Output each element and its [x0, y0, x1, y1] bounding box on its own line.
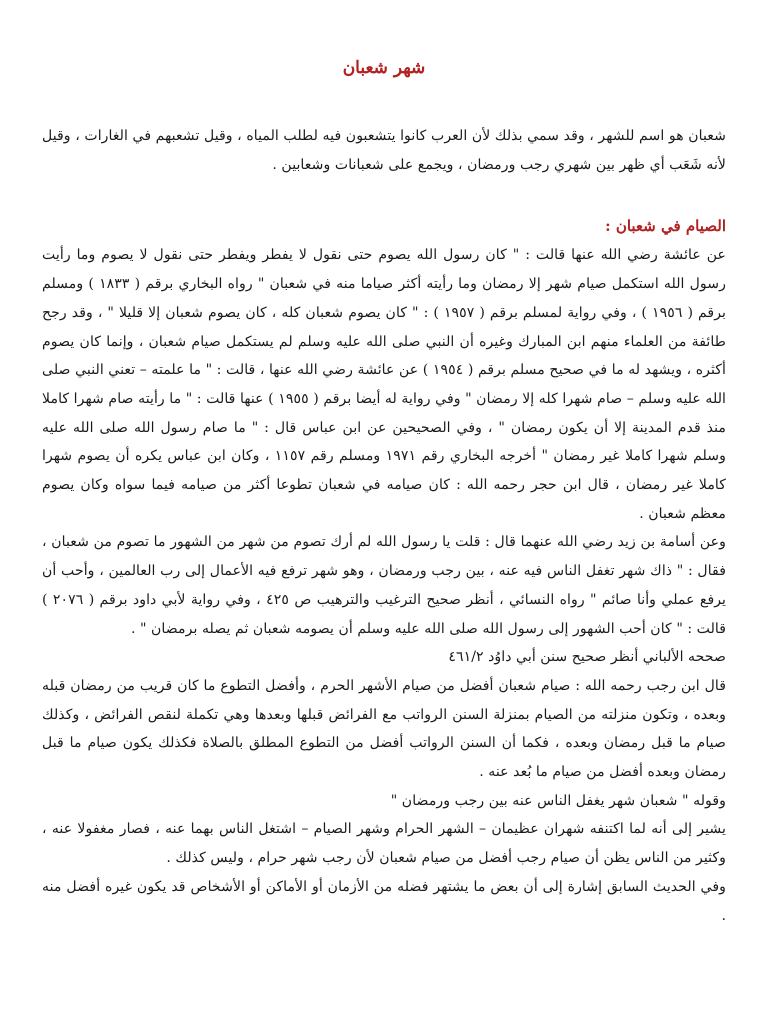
paragraph-albani-note: صححه الألباني أنظر صحيح سنن أبي داوُد ٤٦١/٢ [448, 649, 726, 666]
paragraph-explanation: يشير إلى أنه لما اكتنفه شهران عظيمان – الشهر الحرام وشهر الصيام – اشتغل الناس بهما عنه ، فصار مغفولا عنه ، وكثير من الناس يظن أن صيام رجب أفضل من صيام شعبان لأن رجب شهر حرام ، وليس كذلك . [42, 821, 726, 867]
paragraph-aisha-hadith: عن عائشة رضي الله عنها قالت : " كان رسول الله يصوم حتى نقول لا يفطر ويفطر حتى نقول لا يصوم وما رأيت رسول الله استكمل صيام شهر إلا رمضان وما رأيته أكثر صياما منه في شعبان " رواه البخاري برقم ( ١٨٣٣ ) ومسلم برقم ( ١٩٥٦ ) ، وفي رواية لمسلم برقم ( ١٩٥٧ ) : " كان يصوم شعبان كله ، كان يصوم شعبان إلا قليلا " ، وقد رجح طائفة من العلماء منهم ابن المبارك وغيره أن النبي صلى الله عليه وسلم لم يستكمل صيام شعبان ، وإنما كان يصوم أكثره ، ويشهد له ما في صحيح مسلم برقم ( ١٩٥٤ ) عن عائشة رضي الله عنها ، قالت : " ما علمته – تعني النبي صلى الله عليه وسلم – صام شهرا كله إلا رمضان " وفي رواية له أيضا برقم ( ١٩٥٥ ) عنها قالت : " ما رأيته صام شهرا كاملا منذ قدم المدينة إلا أن يكون رمضان " ، وفي الصحيحين عن ابن عباس قال : " ما صام رسول الله صلى الله عليه وسلم شهرا كاملا غير رمضان " أخرجه البخاري رقم ١٩٧١ ومسلم رقم ١١٥٧ ، وكان ابن عباس يكره أن يصوم شهرا كاملا غير رمضان ، قال ابن حجر رحمه الله : كان صيامه في شعبان تطوعا أكثر من صيامه فيما سواه وكان يصوم معظم شعبان . [42, 247, 726, 522]
section-heading: الصيام في شعبان : [605, 217, 726, 236]
paragraph-conclusion: وفي الحديث السابق إشارة إلى أن بعض ما يشتهر فضله من الأزمان أو الأماكن أو الأشخاص قد يكون غيره أفضل منه . [42, 878, 726, 924]
paragraph-quote: وقوله " شعبان شهر يغفل الناس عنه بين رجب ورمضان " [390, 792, 726, 809]
intro-paragraph: شعبان هو اسم للشهر ، وقد سمي بذلك لأن العرب كانوا يتشعبون فيه لطلب المياه ، وقيل تشعبهم في الغارات ، وقيل لأنه شَعَب أي ظهر بين شهري رجب ورمضان ، ويجمع على شعبانات وشعابين . [42, 128, 726, 173]
paragraph-usama-hadith: وعن أسامة بن زيد رضي الله عنهما قال : قلت يا رسول الله لم أرك تصوم من شهر من الشهور ما تصوم من شعبان ، فقال : " ذاك شهر تغفل الناس فيه عنه ، بين رجب ورمضان ، وهو شهر ترفع فيه الأعمال إلى رب العالمين ، وأحب أن يرفع عملي وأنا صائم " رواه النسائي ، أنظر صحيح الترغيب والترهيب ص ٤٢٥ ، وفي رواية لأبي داود برقم ( ٢٠٧٦ ) قالت : " كان أحب الشهور إلى رسول الله صلى الله عليه وسلم أن يصومه شعبان ثم يصله برمضان " . [42, 534, 727, 637]
page-title: شهر شعبان [342, 58, 426, 78]
paragraph-ibn-rajab: قال ابن رجب رحمه الله : صيام شعبان أفضل من صيام الأشهر الحرم ، وأفضل التطوع ما كان قريب من رمضان قبله وبعده ، وتكون منزلته من الصيام بمنزلة السنن الرواتب مع الفرائض قبلها وبعدها وهي تكملة لنقص الفرائض ، وكذلك صيام ما قبل رمضان وبعده ، فكما أن السنن الرواتب أفضل من التطوع المطلق بالصلاة فكذلك يكون صيام ما قبل رمضان وبعده أفضل من صيام ما بُعد عنه . [42, 677, 726, 781]
